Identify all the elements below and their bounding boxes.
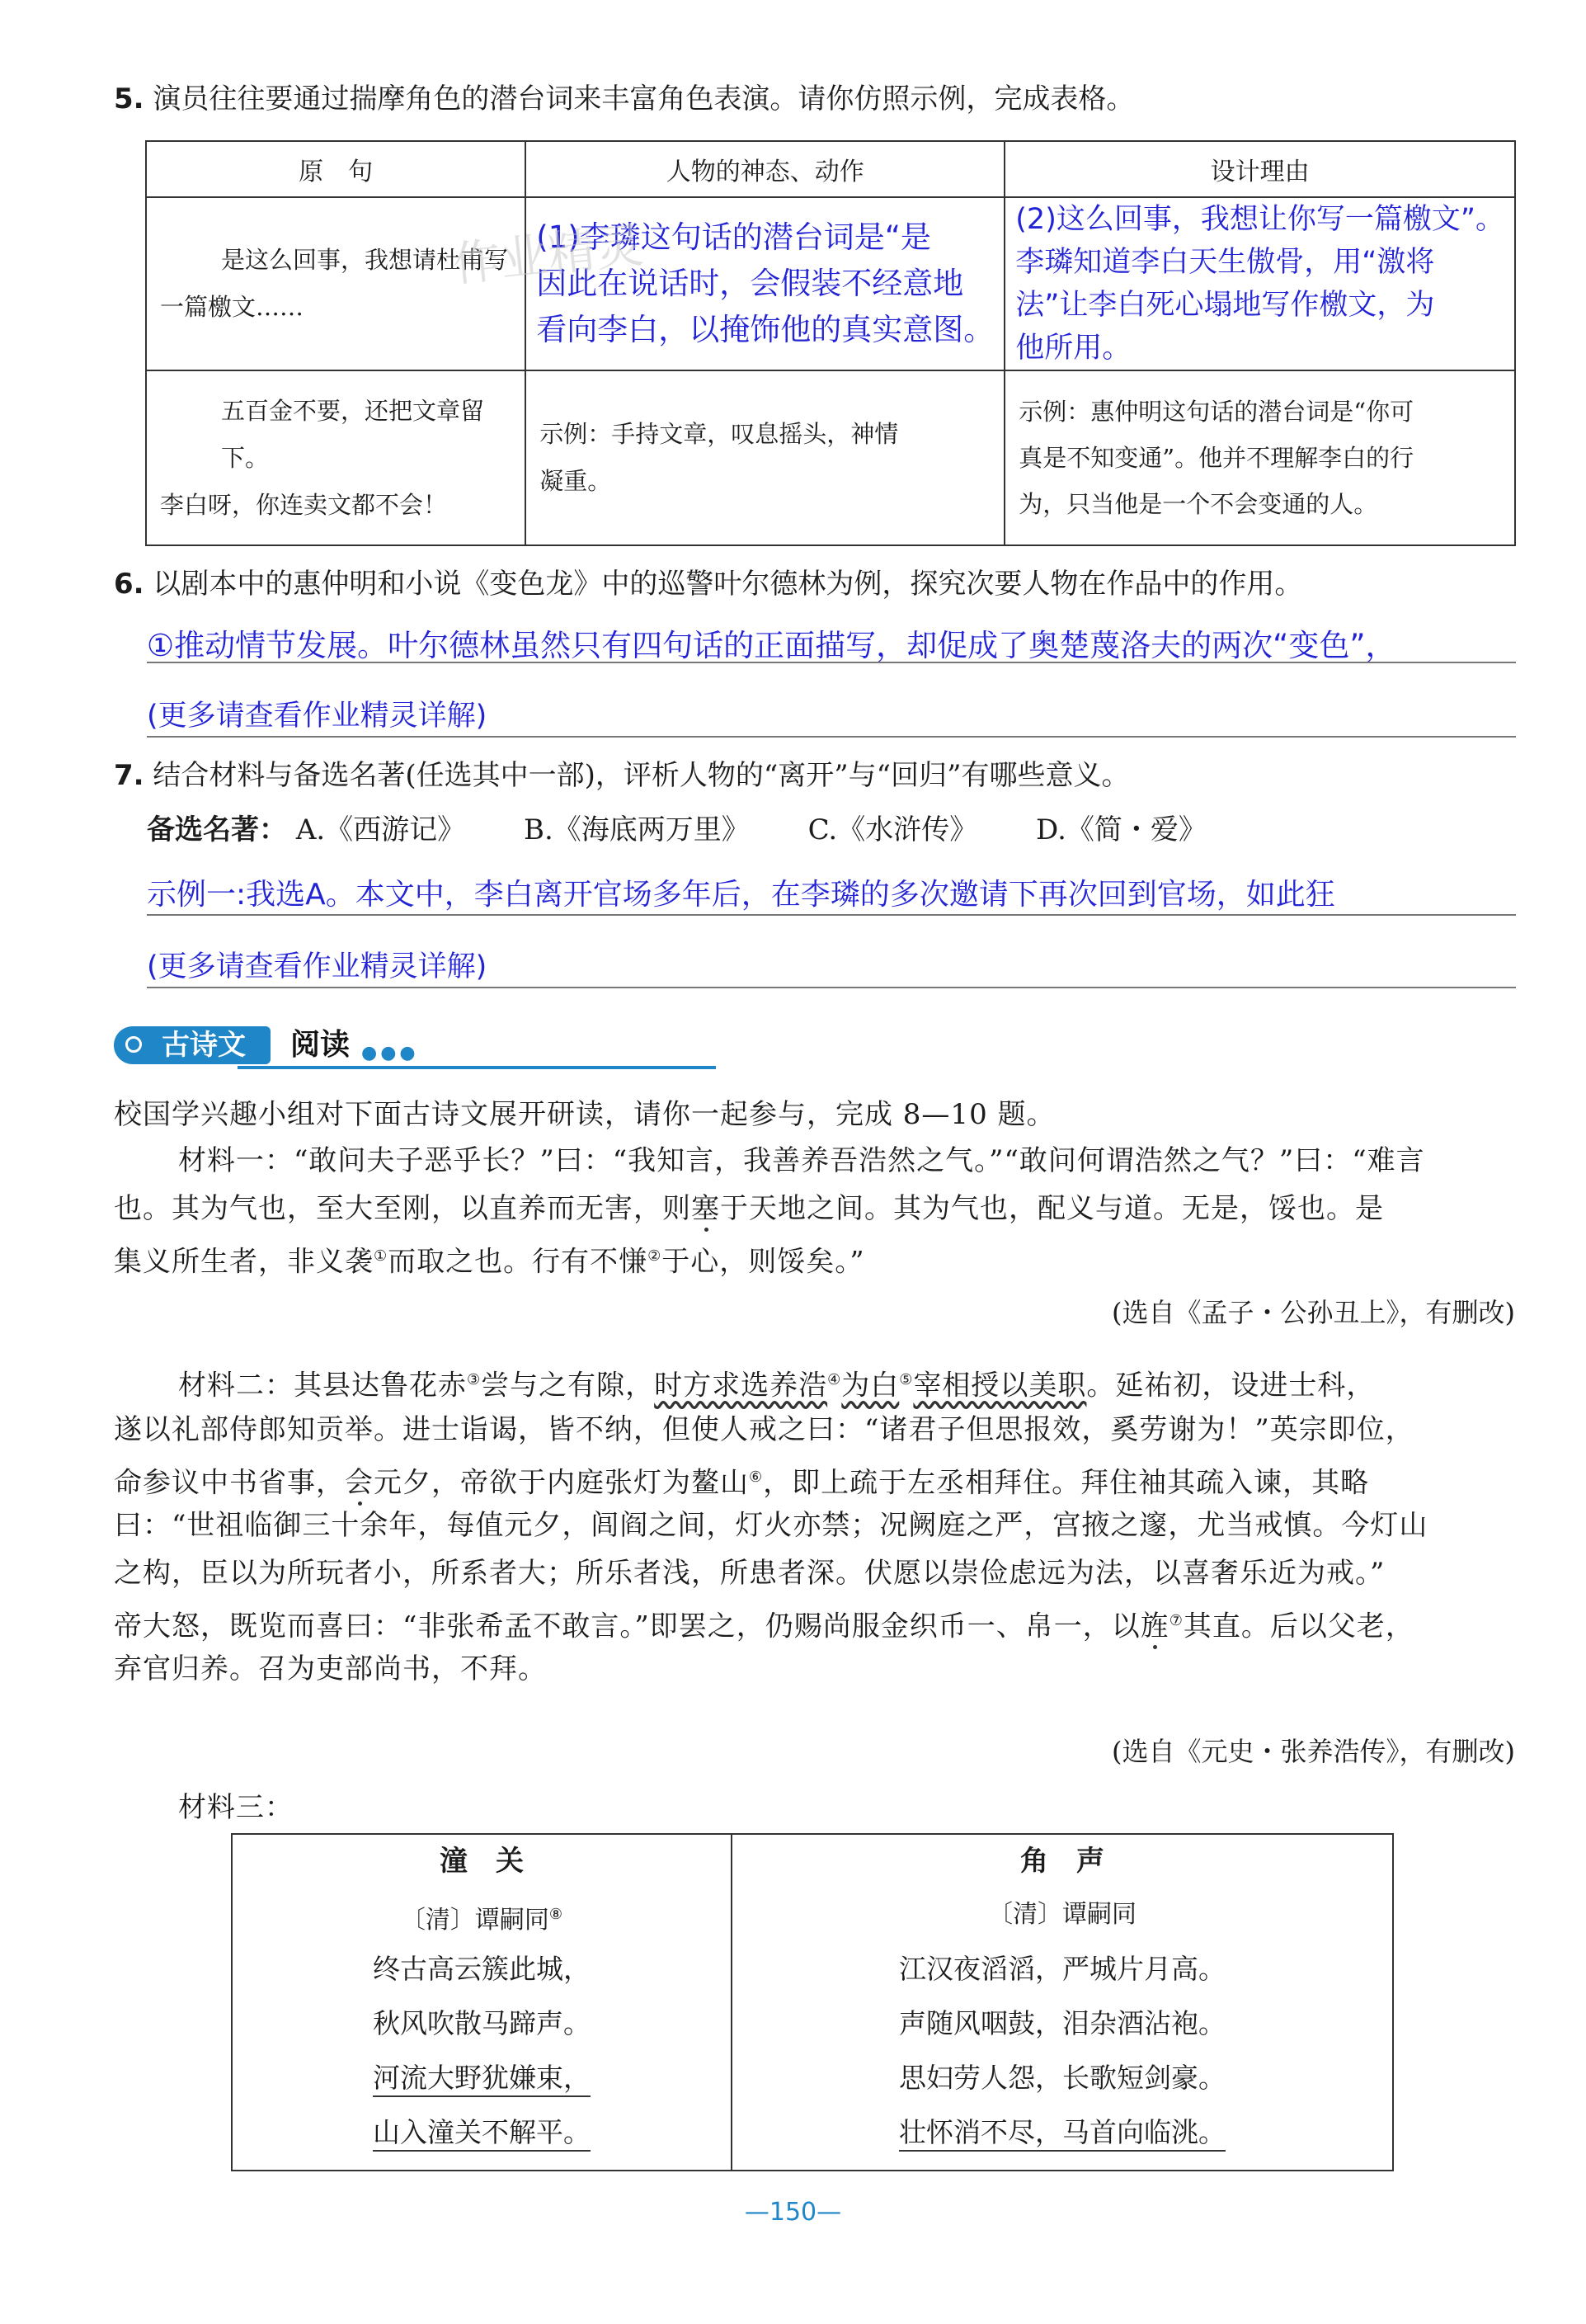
footnote-7: ⑦ — [1169, 1612, 1184, 1629]
q6-text: 以剧本中的惠仲明和小说《变色龙》中的巡警叶尔德林为例，探究次要人物在作品中的作用。 — [153, 568, 1303, 601]
watermark-logo: 作业精灵 — [449, 217, 647, 293]
m1-line2-b: 于天地之间。其为气也，配义与道。无是，馁也。是 — [720, 1192, 1384, 1225]
m2-wavy-sentence-1: 时方求选养浩 — [654, 1369, 828, 1402]
q5-row1-answer-line1: (1)李璘这句话的潜台词是“是 — [536, 219, 931, 255]
q5-row1-answer-line2: 因此在说话时，会假装不经意地 — [536, 266, 964, 301]
m2-line6 — [114, 1597, 1414, 1650]
q5-row1-orig-line1: 是这么回事，我想请杜甫写 — [221, 246, 509, 274]
banner-underline — [238, 1066, 716, 1069]
m1-line3 — [114, 1233, 865, 1285]
q5-row1-reason-line4: 他所用。 — [1015, 332, 1132, 365]
q7-stem — [114, 759, 1129, 792]
m3-label: 材料三： — [178, 1791, 294, 1824]
q7-book-d: D.《简・爱》 — [1036, 813, 1207, 846]
m2-line7: 弃官归养。召为吏部尚书，不拜。 — [114, 1652, 547, 1685]
q5-header-action: 人物的神态、动作 — [525, 141, 1005, 197]
footnote-8: ⑧ — [548, 1906, 563, 1923]
q5-header-reason: 设计理由 — [1005, 141, 1515, 197]
q5-row2-action-line2: 凝重。 — [539, 467, 612, 495]
q6-stem — [114, 568, 1302, 601]
q5-row1-answer-line3: 看向李白，以掩饰他的真实意图。 — [536, 312, 995, 347]
poem1-line3: 河流大野犹嫌束， — [373, 2062, 591, 2097]
footnote-2: ② — [647, 1247, 662, 1265]
q7-number: 7. — [114, 759, 144, 792]
poem2-author: 〔清〕谭嗣同 — [988, 1900, 1137, 1929]
m2-line6-a: 帝大怒，既览而喜曰：“非张希孟不敢言。”即罢之，仍赐尚服金织币一、帛一，以 — [114, 1610, 1141, 1643]
q7-text: 结合材料与备选名著(任选其中一部)，评析人物的“离开”与“回归”有哪些意义。 — [153, 759, 1130, 792]
m2-wavy-sentence-3: 宰相授以美职 — [913, 1369, 1087, 1402]
q5-row2-reason-line2: 真是不知变通”。他并不理解李白的行 — [1019, 444, 1414, 472]
q5-number: 5. — [114, 82, 144, 115]
poem1-author — [233, 1888, 731, 1942]
poem2-title: 角 声 — [1020, 1845, 1104, 1878]
poem2 — [732, 1835, 1392, 2170]
poem1-line1: 终古高云簇此城， — [373, 1953, 591, 1985]
banner-dots-icon: ●●● — [361, 1043, 419, 1063]
m1-line3-b: 而取之也。行有不慊 — [388, 1245, 648, 1279]
page-number: —150— — [744, 2198, 842, 2227]
poem1-title: 潼 关 — [440, 1845, 524, 1878]
q6-answer-line2 — [147, 736, 1516, 738]
q5-row1-reason-line3: 法”让李白死心塌地写作檄文，为 — [1015, 289, 1435, 322]
q5-row2-orig — [146, 370, 525, 545]
q5-row2-reason-line3: 为，只当他是一个不会变通的人。 — [1019, 490, 1378, 518]
q5-row1-reason-line1: (2)这么回事，我想让你写一篇檄文”。 — [1015, 203, 1504, 236]
poem1 — [233, 1835, 731, 2170]
m2-dotted-char-1: 会 — [345, 1466, 374, 1500]
m1-line2 — [114, 1185, 1384, 1233]
q5-row2-action — [525, 370, 1005, 545]
footnote-3: ③ — [467, 1371, 482, 1388]
m1-source: (选自《孟子・公孙丑上》，有删改) — [1112, 1297, 1515, 1328]
q7-answer-line2 — [147, 987, 1516, 988]
m2-line1-b: 尝与之有隙， — [481, 1369, 655, 1402]
poem1-line2: 秋风吹散马蹄声。 — [373, 2007, 591, 2039]
q6-more-link[interactable]: (更多请查看作业精灵详解) — [147, 700, 487, 733]
q7-books — [147, 813, 1207, 846]
q7-book-a: A.《西游记》 — [295, 813, 466, 846]
section-title-a: 古诗文 — [162, 1029, 246, 1062]
q5-row1-reason-line2: 李璘知道李白天生傲骨，用“激将 — [1015, 246, 1435, 279]
q5-row2-reason-line1: 示例：惠仲明这句话的潜台词是“你可 — [1019, 398, 1414, 426]
q7-book-c: C.《水浒传》 — [807, 813, 978, 846]
q5-row2-orig-line1: 五百金不要，还把文章留下。 — [221, 396, 485, 472]
q5-table — [145, 140, 1516, 546]
poem1-author-text: 〔清〕谭嗣同 — [400, 1906, 549, 1935]
section-intro: 校国学兴趣小组对下面古诗文展开研读，请你一起参与，完成 8—10 题。 — [114, 1098, 1056, 1131]
m2-dotted-char-2: 旌 — [1140, 1610, 1169, 1643]
q6-number: 6. — [114, 568, 144, 601]
m2-line4: 曰：“世祖临御三十余年，每值元夕，闾阎之间，灯火亦禁；况阙庭之严，宫掖之邃，尤当戒慎。今灯山 — [114, 1509, 1428, 1542]
q5-row2-reason — [1005, 370, 1515, 545]
m2-line3-c: ，即上疏于左丞相拜住。拜住袖其疏入谏，其略 — [763, 1466, 1370, 1500]
q5-row1-reason — [1005, 197, 1515, 370]
q5-header-orig: 原 句 — [146, 141, 525, 197]
m2-line1-c: 。延祐初，设进士科， — [1086, 1369, 1376, 1402]
poem2-line3: 思妇劳人怨，长歌短剑豪。 — [899, 2062, 1226, 2094]
m2-line6-b: 其直。后以父老， — [1183, 1610, 1414, 1643]
q6-answer-line1 — [147, 662, 1516, 663]
m2-wavy-sentence-2: 为白 — [841, 1369, 900, 1402]
section-banner — [114, 1023, 716, 1071]
m2-line2: 遂以礼部侍郎知贡举。进士诣谒，皆不纳，但使人戒之曰：“诸君子但思报效，奚劳谢为！”英宗即位， — [114, 1413, 1414, 1446]
q5-row2-action-line1: 示例：手持文章，叹息摇头，神情 — [539, 420, 899, 448]
m1-line1: 材料一：“敢问夫子恶乎长？”曰：“我知言，我善养吾浩然之气。”“敢问何谓浩然之气？”曰：“难言 — [178, 1144, 1425, 1177]
m1-line2-a: 也。其为气也，至大至刚，以直养而无害，则 — [114, 1192, 691, 1225]
poem-table — [231, 1833, 1394, 2171]
poem2-line4: 壮怀消不尽，马首向临洮。 — [899, 2116, 1226, 2152]
q5-text: 演员往往要通过揣摩角色的潜台词来丰富角色表演。请你仿照示例，完成表格。 — [153, 82, 1135, 115]
q6-answer: ①推动情节发展。叶尔德林虽然只有四句话的正面描写，却促成了奥楚蔑洛夫的两次“变色”， — [147, 628, 1396, 663]
poem1-line4: 山入潼关不解平。 — [373, 2116, 591, 2152]
m2-line3 — [114, 1454, 1369, 1506]
m1-line3-c: 于心，则馁矣。” — [661, 1245, 865, 1279]
m2-line1-a: 材料二：其县达鲁花赤 — [178, 1369, 467, 1402]
q7-books-label: 备选名著： — [147, 813, 287, 846]
footnote-5: ⑤ — [899, 1371, 914, 1388]
section-title-b: 阅读 — [290, 1028, 351, 1062]
q5-stem — [114, 82, 1134, 115]
footnote-6: ⑥ — [749, 1468, 764, 1486]
footnote-1: ① — [374, 1247, 388, 1265]
m2-line3-a: 命参议中书省事， — [114, 1466, 345, 1500]
footnote-4: ④ — [827, 1371, 842, 1388]
m1-dotted-char: 塞 — [691, 1192, 720, 1225]
m1-line3-a: 集义所生者，非义袭 — [114, 1245, 374, 1279]
poem2-line2: 声随风咽鼓，泪杂酒沾袍。 — [899, 2007, 1226, 2039]
q5-row1-orig-line2: 一篇檄文…… — [160, 293, 304, 321]
q7-book-b: B.《海底两万里》 — [524, 813, 750, 846]
banner-circle-icon — [125, 1036, 142, 1053]
q5-row2-orig-line2: 李白呀，你连卖文都不会！ — [160, 490, 448, 519]
m2-line1 — [178, 1356, 1375, 1409]
poem2-line1: 江汉夜滔滔，严城片月高。 — [899, 1953, 1226, 1985]
q7-answer-line1 — [147, 914, 1516, 916]
q7-answer: 示例一:我选A。本文中，李白离开官场多年后，在李璘的多次邀请下再次回到官场，如此狂 — [147, 878, 1335, 912]
m2-line5: 之构，臣以为所玩者小，所系者大；所乐者浅，所患者深。伏愿以崇俭虑远为法，以喜奢乐近为戒。” — [114, 1557, 1386, 1590]
q7-more-link[interactable]: (更多请查看作业精灵详解) — [147, 950, 487, 983]
m2-line3-b: 元夕，帝欲于内庭张灯为鳌山 — [374, 1466, 749, 1500]
m2-source: (选自《元史・张养浩传》，有删改) — [1112, 1736, 1515, 1767]
